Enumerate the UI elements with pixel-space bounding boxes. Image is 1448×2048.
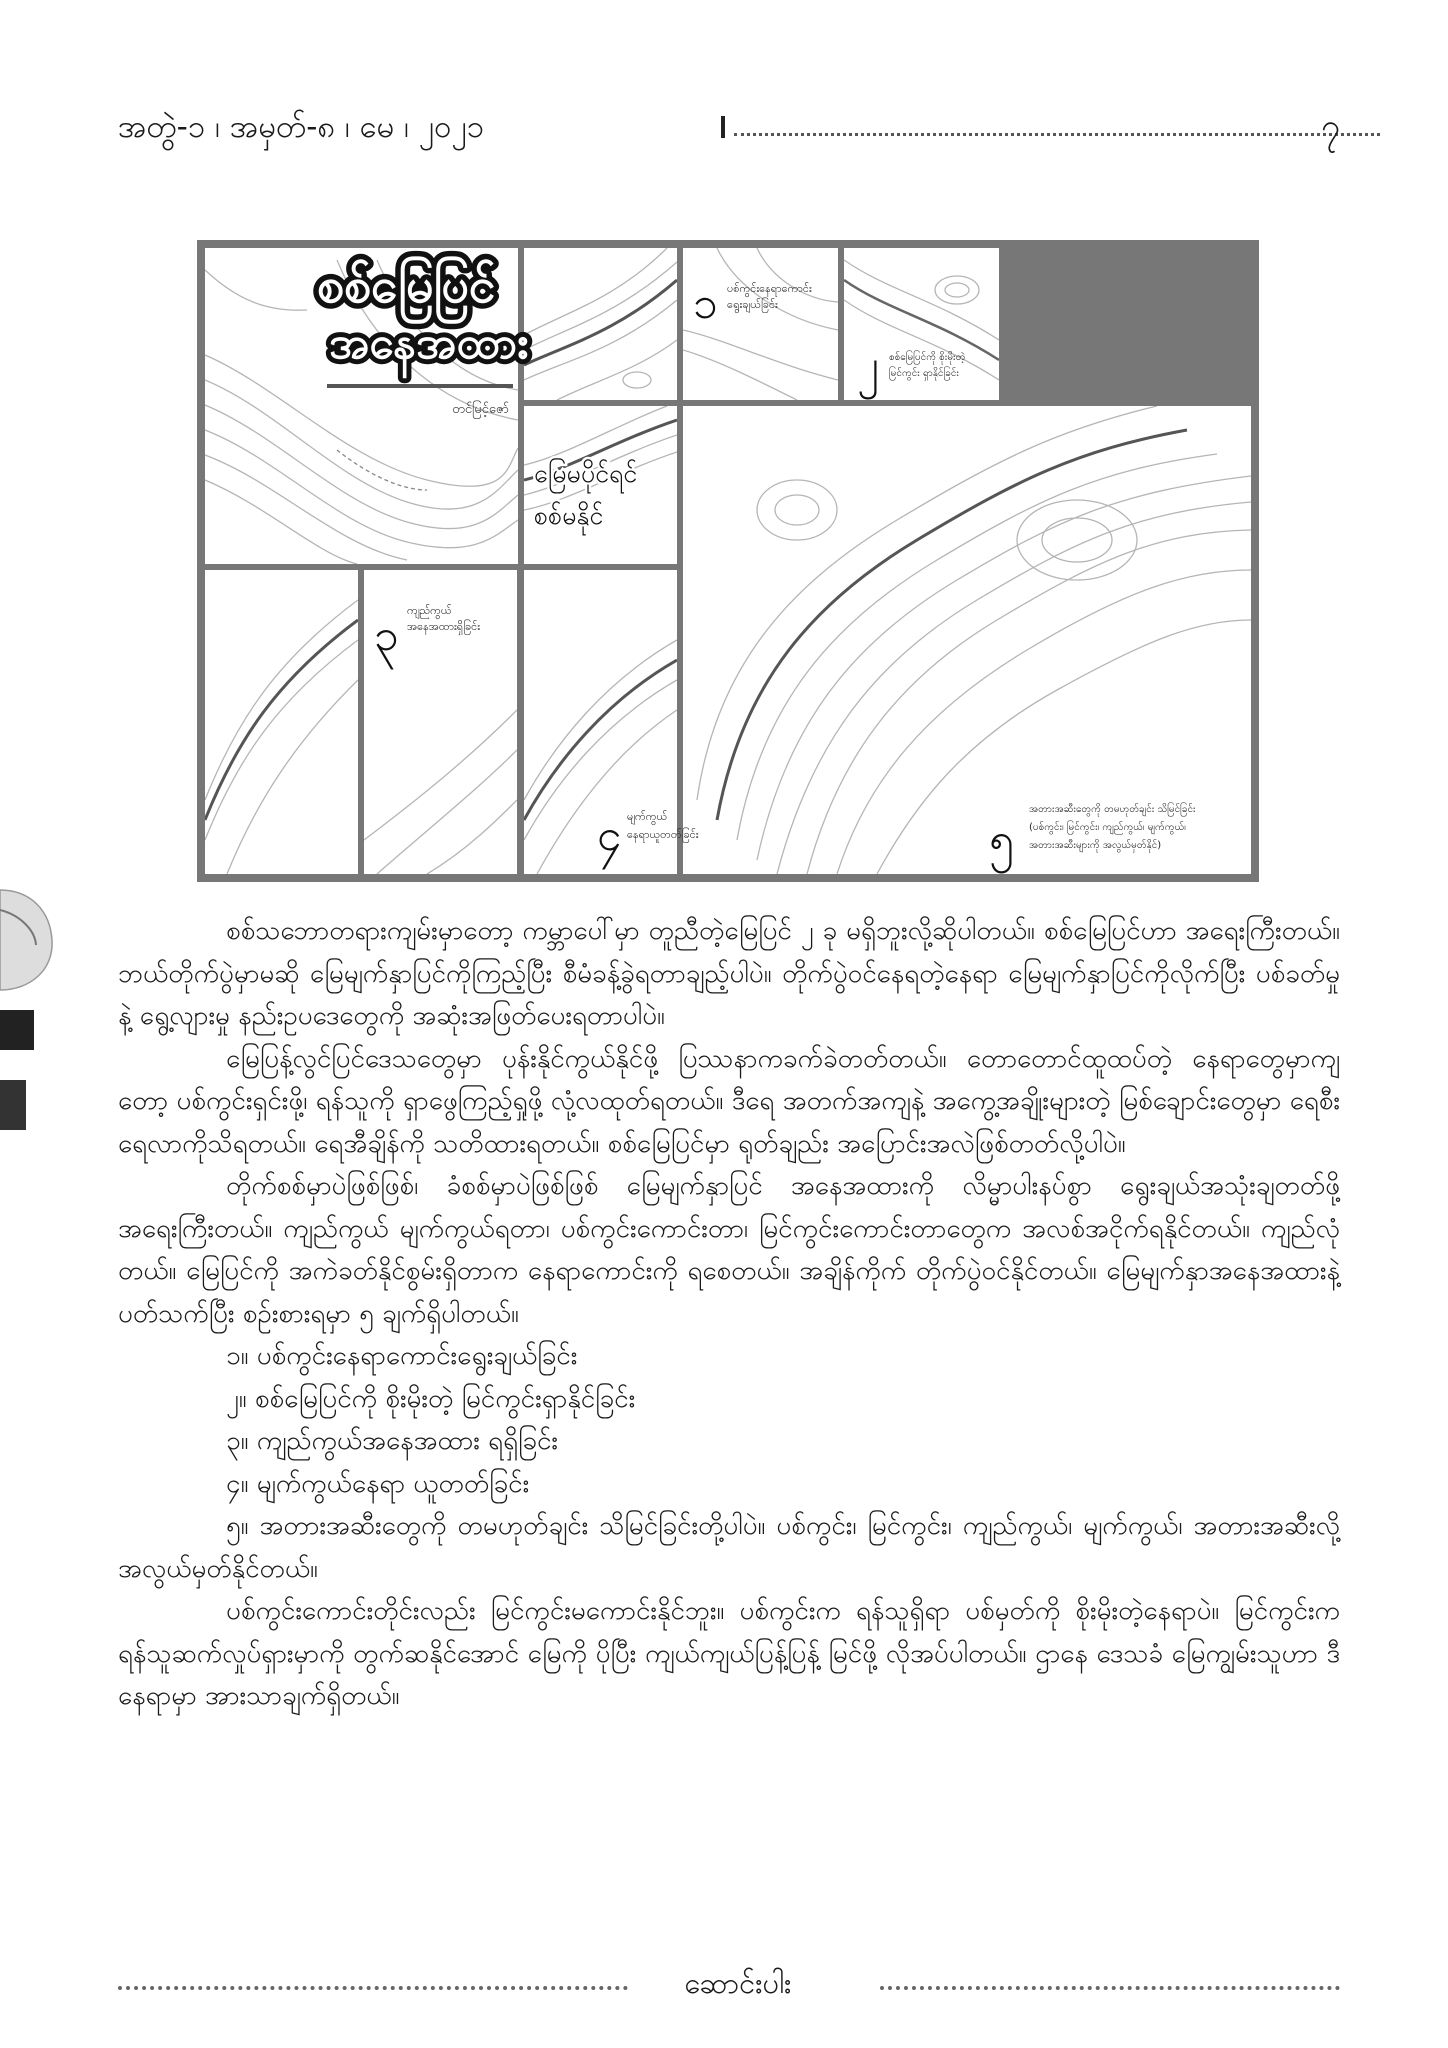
- page-number: ၇: [1320, 107, 1340, 147]
- point-1-line-2: ရွေးချယ်ခြင်း: [727, 298, 778, 311]
- paragraph: ၅။ အတားအဆီးတွေကို တမဟုတ်ချင်း သိမြင်ခြင်းတို့ပါပဲ။ ပစ်ကွင်း၊ မြင်ကွင်း၊ ကျည်ကွယ်၊ မျက်ကွယ်၊ အတားအဆီးလို့ အလွယ်မှတ်နိုင်တယ်။: [118, 1511, 1340, 1584]
- center-label-line-1: မြေမပိုင်ရင်: [534, 459, 638, 488]
- point-4-line-1: မျက်ကွယ်: [627, 810, 668, 823]
- paragraph: မြေပြန့်လွင်ပြင်ဒေသတွေမှာ ပုန်းနိုင်ကွယ်နိုင်ဖို့ ပြဿနာကခက်ခဲတတ်တယ်။ တောတောင်ထူထပ်တဲ့ နေရာတွေမှာကျတော့ ပစ်ကွင်းရှင်းဖို့၊ ရန်သူကို ရှာဖွေကြည့်ရှုဖို့ လုံ့လထုတ်ရတယ်။ ဒီရေ အတက်အကျနဲ့ အကွေ့အချိုးများတဲ့ မြစ်ချောင်းတွေမှာ ရေစီးရေလာကိုသိရတယ်။ ရေအီချိန်ကို သတိထားရတယ်။ စစ်မြေပြင်မှာ ရုတ်ချည်း အပြောင်းအလဲဖြစ်တတ်လို့ပါပဲ။: [118, 1043, 1340, 1159]
- point-3-line-1: ကျည်ကွယ်: [407, 604, 452, 617]
- title-line-2: အနေအထား: [329, 318, 529, 369]
- infographic-svg: [197, 240, 1259, 882]
- point-2-line-1: စစ်မြေပြင်ကို စိုးမိုးတဲ့: [889, 352, 966, 363]
- list-item: ၄။ မျက်ကွယ်နေရာ ယူတတ်ခြင်း: [226, 1468, 530, 1499]
- list-item: ၂။ စစ်မြေပြင်ကို စိုးမိုးတဲ့ မြင်ကွင်းရှာနိုင်ခြင်း: [226, 1383, 636, 1414]
- terrain-infographic: [197, 240, 1259, 882]
- author-name: တင်မြင့်ဇော်: [452, 402, 509, 417]
- point-1-line-1: ပစ်ကွင်းနေရာကောင်း: [727, 282, 812, 295]
- panel-map-b: [205, 570, 358, 874]
- point-1-number: ၁: [693, 278, 718, 329]
- point-2-line-2: မြင်ကွင်း ရှာနိုင်ခြင်း: [889, 368, 959, 379]
- title-line-1: စစ်မြေပြင်: [317, 258, 496, 314]
- center-label-line-2: စစ်မနိုင်: [534, 501, 604, 530]
- footer-continued-label: ဆောင်းပါး: [684, 1966, 792, 2000]
- point-4-line-2: နေရာယူတတ်ခြင်း: [627, 828, 699, 841]
- paragraph: တိုက်စစ်မှာပဲဖြစ်ဖြစ်၊ ခံစစ်မှာပဲဖြစ်ဖြစ် မြေမျက်နှာပြင် အနေအထားကို လိမ္မာပါးနပ်စွာ ရွေးချယ်အသုံးချတတ်ဖို့ အရေးကြီးတယ်။ ကျည်ကွယ် မျက်ကွယ်ရတာ၊ ပစ်ကွင်းကောင်းတာ၊ မြင်ကွင်းကောင်းတာတွေက အလစ်အငိုက်ရနိုင်တယ်။ ကျည်လုံတယ်။ မြေပြင်ကို အကဲခတ်နိုင်စွမ်းရှိတာက နေရာကောင်းကို ရစေတယ်။ အချိန်ကိုက် တိုက်ပွဲဝင်နိုင်တယ်။ မြေမျက်နှာအနေအထားနဲ့ပတ်သက်ပြီး စဉ်းစားရမှာ ၅ ချက်ရှိပါတယ်။: [118, 1171, 1340, 1329]
- side-decoration: [0, 880, 56, 1140]
- page-header: [118, 102, 1340, 152]
- footer-rule-left: [118, 1986, 628, 1990]
- issue-info: အတွဲ-၁ ၊ အမှတ်-၈ ၊ မေ ၊ ၂၀၂၁: [118, 109, 485, 145]
- point-5-number: ၅: [989, 814, 1014, 865]
- header-dotted-rule: [734, 133, 1380, 136]
- point-5-line-3: အတားအဆီးများကို အလွယ်မှတ်နိုင်): [1029, 840, 1162, 851]
- footer-rule-right: [880, 1986, 1340, 1990]
- title-underline: [327, 384, 513, 388]
- article-body: [118, 910, 1340, 1718]
- point-3-number: ၃: [374, 610, 399, 661]
- list-item: ၃။ ကျည်ကွယ်အနေအထား ရရှိခြင်း: [226, 1426, 559, 1456]
- point-3-line-2: အနေအထားရှိခြင်း: [407, 620, 481, 633]
- paragraph: ပစ်ကွင်းကောင်းတိုင်းလည်း မြင်ကွင်းမကောင်းနိုင်ဘူး။ ပစ်ကွင်းက ရန်သူရှိရာ ပစ်မှတ်ကို စိုးမိုးတဲ့နေရာပဲ။ မြင်ကွင်းက ရန်သူဆက်လှုပ်ရှားမှာကို တွက်ဆနိုင်အောင် မြေကို ပိုပြီး ကျယ်ကျယ်ပြန့်ပြန့် မြင်ဖို့ လိုအပ်ပါတယ်။ ဌာနေ ဒေသခံ မြေကျွမ်းသူဟာ ဒီနေရာမှာ အားသာချက်ရှိတယ်။: [118, 1596, 1340, 1711]
- point-5-line-2: (ပစ်ကွင်း၊ မြင်ကွင်း၊ ကျည်ကွယ်၊ မျက်ကွယ်၊: [1029, 822, 1186, 833]
- page-footer: [118, 1958, 1340, 2008]
- list-item: ၁။ ပစ်ကွင်းနေရာကောင်းရွေးချယ်ခြင်း: [226, 1341, 578, 1371]
- header-separator: [721, 116, 725, 138]
- point-5-line-1: အတားအဆီးတွေကို တမဟုတ်ချင်း သိမြင်ခြင်း: [1029, 804, 1196, 815]
- point-4-number: ၄: [597, 810, 622, 861]
- point-2-number: ၂: [857, 340, 879, 391]
- paragraph: စစ်သဘောတရားကျမ်းမှာတော့ ကမ္ဘာပေါ်မှာ တူညီတဲ့မြေပြင် ၂ ခု မရှိဘူးလို့ဆိုပါတယ်။ စစ်မြေပြင်ဟာ အရေးကြီးတယ်။ ဘယ်တိုက်ပွဲမှာမဆို မြေမျက်နှာပြင်ကိုကြည့်ပြီး စီမံခန့်ခွဲရတာချည့်ပါပဲ။ တိုက်ပွဲဝင်နေရတဲ့နေရာ မြေမျက်နှာပြင်ကိုလိုက်ပြီး ပစ်ခတ်မှုနဲ့ ရွေ့လျားမှု နည်းဥပဒေတွေကို အဆုံးအဖြတ်ပေးရတာပါပဲ။: [118, 916, 1340, 1031]
